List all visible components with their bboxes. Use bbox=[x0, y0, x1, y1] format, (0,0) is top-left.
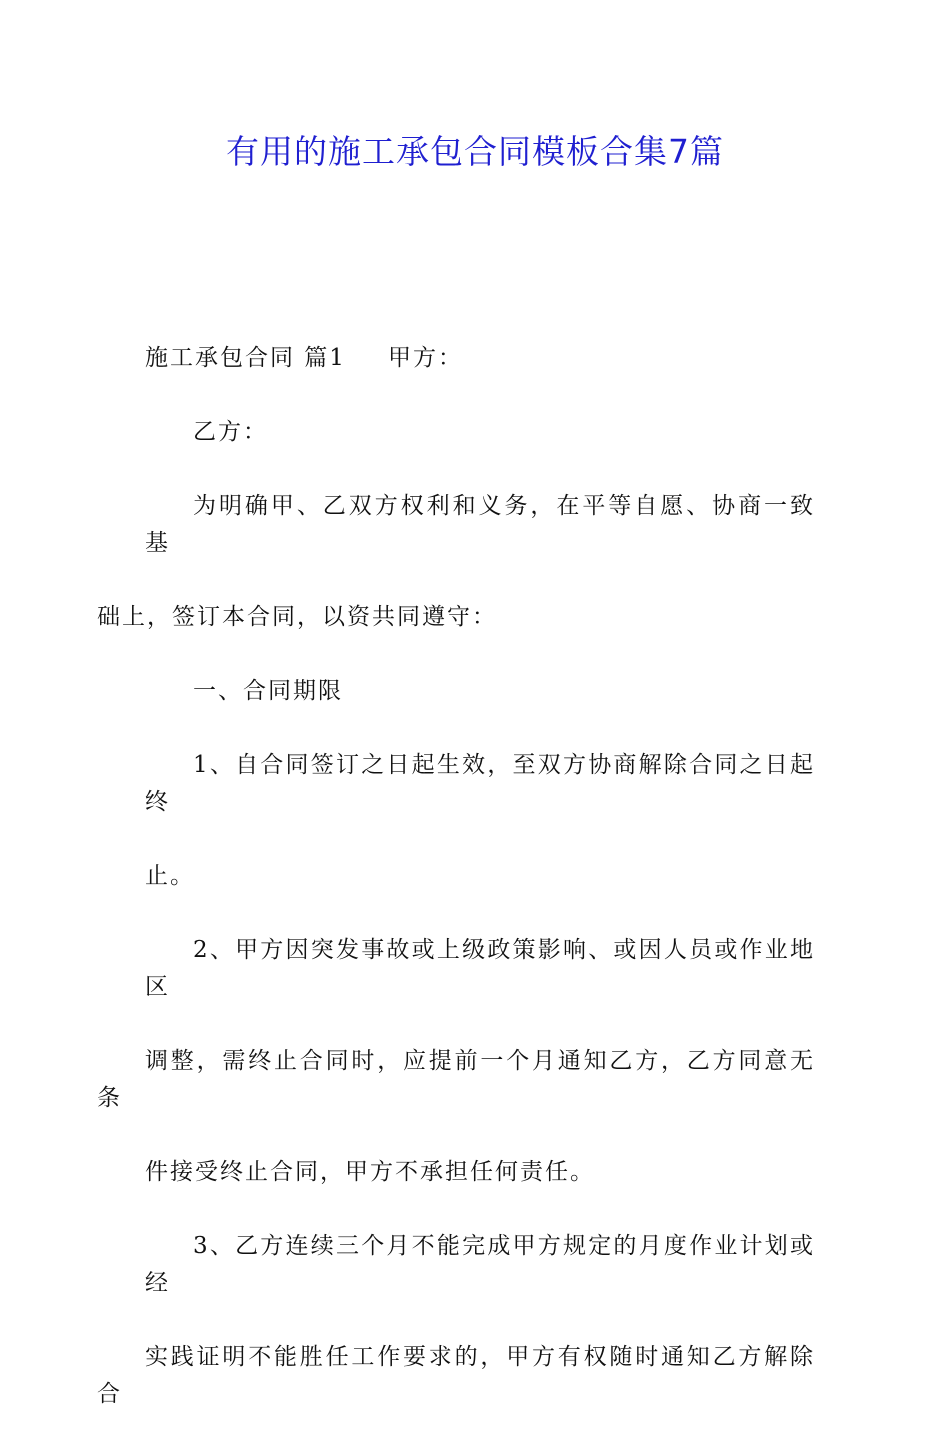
item-1-paragraph bbox=[145, 747, 815, 895]
intro-line-1: 为明确甲、乙双方权利和义务，在平等自愿、协商一致基 bbox=[145, 493, 815, 556]
intro-line-2: 础上，签订本合同，以资共同遵守： bbox=[97, 604, 497, 630]
party-a-label: 甲方： bbox=[387, 345, 463, 371]
party-b-label: 乙方： bbox=[193, 419, 268, 445]
item-3-line-2: 实践证明不能胜任工作要求的，甲方有权随时通知乙方解除合 bbox=[97, 1344, 815, 1407]
item-3-paragraph bbox=[97, 1228, 815, 1413]
document-title: 有用的施工承包合同模板合集7篇 bbox=[226, 132, 724, 171]
item-2-paragraph bbox=[97, 932, 815, 1191]
item-3-line-1: 3、乙方连续三个月不能完成甲方规定的月度作业计划或经 bbox=[145, 1233, 815, 1296]
item-2-line-3: 件接受终止合同，甲方不承担任何责任。 bbox=[145, 1159, 595, 1185]
item-1-line-1: 1、自合同签订之日起生效，至双方协商解除合同之日起终 bbox=[145, 752, 815, 815]
item-2-line-1: 2、甲方因突发事故或上级政策影响、或因人员或作业地区 bbox=[145, 937, 815, 1000]
intro-paragraph bbox=[97, 488, 815, 636]
document-body bbox=[97, 340, 815, 1450]
item-2-line-2: 调整，需终止合同时，应提前一个月通知乙方，乙方同意无条 bbox=[97, 1048, 815, 1111]
item-1-line-2: 止。 bbox=[145, 863, 195, 889]
heading-line bbox=[145, 340, 815, 377]
section-label: 施工承包合同 篇1 bbox=[145, 345, 346, 371]
section-1-title: 一、合同期限 bbox=[193, 678, 343, 704]
